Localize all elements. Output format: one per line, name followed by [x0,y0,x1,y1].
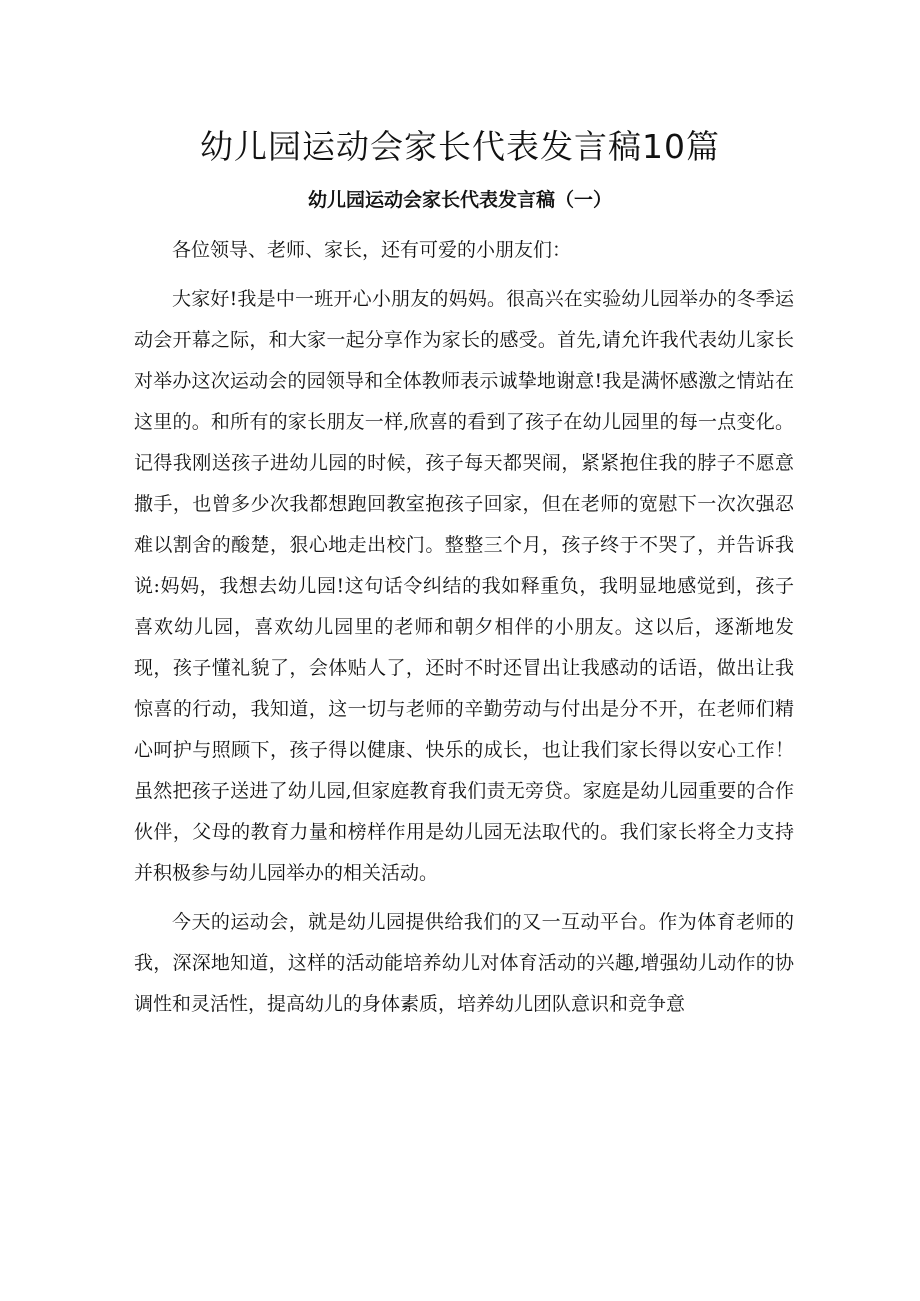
body-paragraph-2: 今天的运动会，就是幼儿园提供给我们的又一互动平台。作为体育老师的我，深深地知道，这样的活动能培养幼儿对体育活动的兴趣,增强幼儿动作的协调性和灵活性，提高幼儿的身体素质，培养幼儿团队意识和竞争意 [134,911,794,1015]
paragraph-gap [134,271,794,279]
document-subtitle: 幼儿园运动会家长代表发言稿（一） [307,189,612,211]
body-paragraph-1: 大家好!我是中一班开心小朋友的妈妈。很高兴在实验幼儿园举办的冬季运动会开幕之际，和大家一起分享作为家长的感受。首先,请允许我代表幼儿家长对举办这次运动会的园领导和全体教师表示诚挚地谢意!我是满怀感激之情站在这里的。和所有的家长朋友一样,欣喜的看到了孩子在幼儿园里的每一点变化。记得我刚送孩子进幼儿园的时候，孩子每天都哭闹，紧紧抱住我的脖子不愿意撒手，也曾多少次我都想跑回教室抱孩子回家，但在老师的宽慰下一次次强忍难以割舍的酸楚，狠心地走出校门。整整三个月，孩子终于不哭了，并告诉我说:妈妈，我想去幼儿园!这句话令纠结的我如释重负，我明显地感觉到，孩子喜欢幼儿园，喜欢幼儿园里的老师和朝夕相伴的小朋友。这以后，逐渐地发现，孩子懂礼貌了，会体贴人了，还时不时还冒出让我感动的话语，做出让我惊喜的行动，我知道，这一切与老师的辛勤劳动与付出是分不开，在老师们精心呵护与照顾下，孩子得以健康、快乐的成长，也让我们家长得以安心工作！虽然把孩子送进了幼儿园,但家庭教育我们责无旁贷。家庭是幼儿园重要的合作伙伴，父母的教育力量和榜样作用是幼儿园无法取代的。我们家长将全力支持并积极参与幼儿园举办的相关活动。 [134,288,794,884]
paragraph-gap [134,894,794,902]
document-title: 幼儿园运动会家长代表发言稿10篇 [200,127,720,166]
document-body [134,230,794,1025]
greeting-paragraph: 各位领导、老师、家长，还有可爱的小朋友们： [172,239,572,261]
